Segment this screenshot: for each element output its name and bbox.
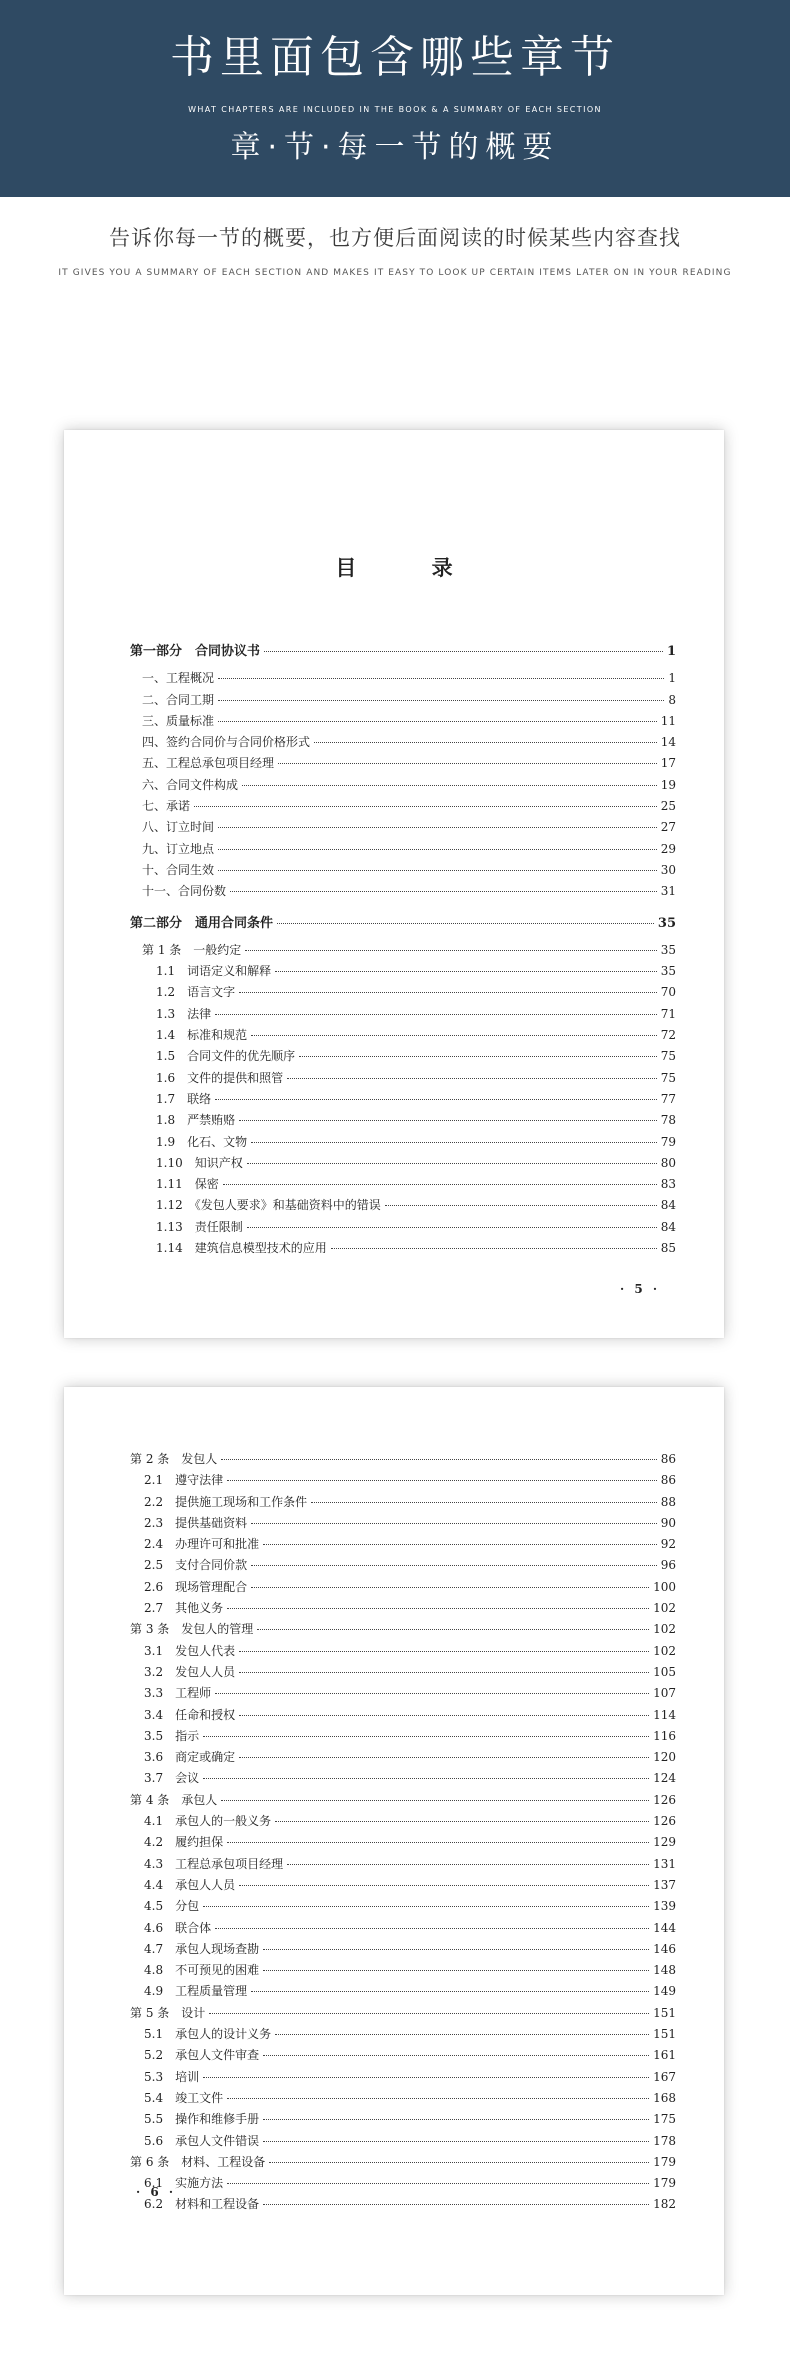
toc-row bbox=[130, 1195, 676, 1216]
dot-leader bbox=[277, 923, 654, 924]
toc-row bbox=[130, 1662, 676, 1683]
toc-page-number: 84 bbox=[660, 1198, 676, 1213]
toc-entry-title: 1.1 词语定义和解释 bbox=[156, 964, 272, 979]
toc-row bbox=[130, 1726, 676, 1747]
toc-row bbox=[130, 690, 676, 711]
toc-entry-title: 十、合同生效 bbox=[142, 862, 215, 877]
toc-row bbox=[130, 982, 676, 1003]
dot-leader bbox=[263, 1949, 649, 1950]
toc-row bbox=[130, 1875, 676, 1896]
dot-leader bbox=[251, 1587, 649, 1588]
toc-entry-title: 4.4 承包人人员 bbox=[144, 1877, 236, 1892]
toc-page-number: 137 bbox=[653, 1877, 676, 1892]
toc-page-number: 27 bbox=[660, 820, 676, 835]
toc-page-number: 86 bbox=[660, 1452, 676, 1466]
toc-entry-title: 1.7 联络 bbox=[156, 1091, 212, 1106]
dot-leader bbox=[311, 1502, 657, 1503]
toc-page-number: 102 bbox=[653, 1601, 676, 1616]
dot-leader bbox=[385, 1205, 657, 1206]
toc-page-number: 182 bbox=[653, 2197, 676, 2212]
dot-leader bbox=[221, 1800, 649, 1801]
toc-entry-title: 4.9 工程质量管理 bbox=[144, 1984, 248, 1999]
dot-leader bbox=[239, 1715, 649, 1716]
toc-entry-title: 第 1 条 一般约定 bbox=[142, 942, 242, 957]
toc-entry-title: 1.4 标准和规范 bbox=[156, 1028, 248, 1043]
toc-entry-title: 1.3 法律 bbox=[156, 1006, 212, 1021]
toc-page-number: 35 bbox=[657, 915, 676, 931]
toc-page-number: 161 bbox=[653, 2048, 676, 2063]
dot-leader bbox=[218, 827, 657, 828]
toc-entry-title: 2.2 提供施工现场和工作条件 bbox=[144, 1494, 308, 1509]
toc-page-number: 85 bbox=[660, 1241, 676, 1256]
toc-row bbox=[130, 1918, 676, 1939]
toc-page-number: 83 bbox=[660, 1177, 676, 1192]
toc-page-number: 179 bbox=[653, 2176, 676, 2191]
toc-page-number: 90 bbox=[660, 1515, 676, 1530]
toc-row bbox=[130, 961, 676, 982]
toc-entry-title: 六、合同文件构成 bbox=[142, 777, 239, 792]
toc-entry-title: 6.2 材料和工程设备 bbox=[144, 2197, 260, 2212]
dot-leader bbox=[239, 1672, 649, 1673]
toc-page-number: 126 bbox=[653, 1814, 676, 1829]
dot-leader bbox=[218, 700, 664, 701]
toc-entry-title: 1.13 责任限制 bbox=[156, 1219, 243, 1234]
toc-page-number: 75 bbox=[660, 1049, 676, 1064]
toc-row bbox=[130, 1768, 676, 1789]
toc-entry-title: 1.10 知识产权 bbox=[156, 1155, 243, 1170]
toc-row bbox=[130, 1174, 676, 1195]
dot-leader bbox=[239, 1651, 649, 1652]
dot-leader bbox=[218, 849, 657, 850]
toc-entry-title: 五、工程总承包项目经理 bbox=[142, 756, 275, 771]
dot-leader bbox=[215, 1099, 657, 1100]
dot-leader bbox=[245, 950, 656, 951]
toc-row bbox=[130, 1896, 676, 1917]
toc-row bbox=[130, 1981, 676, 2002]
toc-entry-title: 4.2 履约担保 bbox=[144, 1835, 224, 1850]
page-number: · 5 · bbox=[620, 1282, 661, 1296]
toc-page-number: 146 bbox=[653, 1941, 676, 1956]
toc-page-2 bbox=[64, 1387, 724, 2295]
toc-entry-title: 1.8 严禁贿赂 bbox=[156, 1113, 236, 1128]
toc-page-number: 35 bbox=[660, 964, 676, 979]
toc-row bbox=[130, 1939, 676, 1960]
toc-row bbox=[130, 796, 676, 817]
dot-leader bbox=[299, 1056, 657, 1057]
toc-entry-title: 4.1 承包人的一般义务 bbox=[144, 1814, 272, 1829]
toc-row bbox=[130, 1004, 676, 1025]
toc-row bbox=[130, 1025, 676, 1046]
toc-page-number: 11 bbox=[660, 713, 676, 728]
toc-entry-title: 1.2 语言文字 bbox=[156, 985, 236, 1000]
toc-row bbox=[130, 1492, 676, 1513]
toc-entry-title: 3.5 指示 bbox=[144, 1728, 200, 1743]
toc-page-number: 92 bbox=[660, 1537, 676, 1552]
toc-row bbox=[130, 1619, 676, 1640]
toc-page-number: 77 bbox=[660, 1091, 676, 1106]
toc-page-number: 17 bbox=[660, 756, 676, 771]
toc-entry-title: 4.6 联合体 bbox=[144, 1920, 212, 1935]
toc-page-number: 120 bbox=[653, 1750, 676, 1765]
toc-entry-title: 4.5 分包 bbox=[144, 1899, 200, 1914]
toc-page-number: 102 bbox=[653, 1643, 676, 1658]
toc-row bbox=[130, 1089, 676, 1110]
toc-page-number: 175 bbox=[653, 2112, 676, 2127]
dot-leader bbox=[203, 1778, 649, 1779]
dot-leader bbox=[215, 1693, 649, 1694]
dot-leader bbox=[227, 1480, 657, 1481]
toc-page-number: 179 bbox=[653, 2154, 676, 2169]
dot-leader bbox=[269, 2162, 649, 2163]
dot-leader bbox=[203, 2077, 649, 2078]
toc-row bbox=[130, 1132, 676, 1153]
dot-leader bbox=[275, 971, 657, 972]
toc-row bbox=[130, 1641, 676, 1662]
toc-page-number: 96 bbox=[660, 1558, 676, 1573]
toc-row bbox=[130, 1683, 676, 1704]
dot-leader bbox=[227, 2183, 649, 2184]
toc-row bbox=[130, 881, 676, 902]
toc-row bbox=[130, 817, 676, 838]
toc-entry-title: 1.14 建筑信息模型技术的应用 bbox=[156, 1241, 327, 1256]
toc-row bbox=[130, 2131, 676, 2152]
toc-page-number: 84 bbox=[660, 1219, 676, 1234]
toc-row bbox=[130, 2024, 676, 2045]
toc-entry-title: 七、承诺 bbox=[142, 799, 191, 814]
dot-leader bbox=[239, 992, 657, 993]
toc-row bbox=[130, 860, 676, 881]
toc-page-1 bbox=[64, 430, 724, 1338]
toc-page-number: 86 bbox=[660, 1473, 676, 1488]
toc-row bbox=[130, 1854, 676, 1875]
toc-entry-title: 3.4 任命和授权 bbox=[144, 1707, 236, 1722]
toc-page-number: 19 bbox=[660, 777, 676, 792]
toc-page-number: 72 bbox=[660, 1028, 676, 1043]
toc-page-number: 31 bbox=[660, 884, 676, 899]
toc-entry-title: 第 3 条 发包人的管理 bbox=[130, 1622, 254, 1637]
toc-row bbox=[130, 1747, 676, 1768]
toc-row bbox=[130, 1534, 676, 1555]
toc-entry-title: 2.3 提供基础资料 bbox=[144, 1515, 248, 1530]
dot-leader bbox=[331, 1248, 657, 1249]
toc-page-number: 1 bbox=[668, 671, 676, 686]
toc-row bbox=[130, 1513, 676, 1534]
toc-entry-title: 5.1 承包人的设计义务 bbox=[144, 2027, 272, 2042]
toc-entry-title: 5.5 操作和维修手册 bbox=[144, 2112, 260, 2127]
dot-leader bbox=[223, 1184, 657, 1185]
toc-row bbox=[130, 1153, 676, 1174]
toc-entry-title: 一、工程概况 bbox=[142, 671, 215, 686]
toc-entry-title: 第 6 条 材料、工程设备 bbox=[130, 2154, 266, 2169]
dot-leader bbox=[263, 1970, 649, 1971]
toc-entry-title: 5.3 培训 bbox=[144, 2069, 200, 2084]
banner-subtitle-en: WHAT CHAPTERS ARE INCLUDED IN THE BOOK & A SUMMARY OF EACH SECTION bbox=[188, 105, 602, 114]
dot-leader bbox=[251, 1991, 649, 1992]
dot-leader bbox=[251, 1523, 657, 1524]
dot-leader bbox=[218, 721, 657, 722]
dot-leader bbox=[209, 2013, 649, 2014]
dot-leader bbox=[203, 1906, 649, 1907]
toc-page-number: 35 bbox=[660, 942, 676, 957]
toc-entry-title: 2.1 遵守法律 bbox=[144, 1473, 224, 1488]
toc-entry-title: 6.1 实施方法 bbox=[144, 2176, 224, 2191]
toc-entry-title: 第二部分 通用合同条件 bbox=[130, 915, 274, 931]
dot-leader bbox=[251, 1035, 657, 1036]
banner-title: 书里面包含哪些章节 bbox=[170, 32, 620, 83]
toc-entry-title: 第 2 条 发包人 bbox=[130, 1452, 218, 1466]
dot-leader bbox=[227, 2098, 649, 2099]
dot-leader bbox=[263, 2055, 649, 2056]
toc-row bbox=[130, 1217, 676, 1238]
toc-row bbox=[130, 711, 676, 732]
toc-row bbox=[130, 2045, 676, 2066]
toc-entry-title: 1.12 《发包人要求》和基础资料中的错误 bbox=[156, 1198, 381, 1213]
toc-page-number: 14 bbox=[660, 735, 676, 750]
dot-leader bbox=[239, 1757, 649, 1758]
toc-page-number: 8 bbox=[668, 692, 676, 707]
page-number: · 6 · bbox=[136, 2185, 177, 2199]
toc-entry-title: 3.3 工程师 bbox=[144, 1686, 212, 1701]
toc-page-number: 124 bbox=[653, 1771, 676, 1786]
dot-leader bbox=[221, 1459, 656, 1460]
dot-leader bbox=[264, 651, 663, 652]
toc-row bbox=[130, 2088, 676, 2109]
toc-row bbox=[130, 1705, 676, 1726]
toc-entry-title: 2.7 其他义务 bbox=[144, 1601, 224, 1616]
dot-leader bbox=[251, 1142, 657, 1143]
toc-entry-title: 5.6 承包人文件错误 bbox=[144, 2133, 260, 2148]
toc-row bbox=[130, 1811, 676, 1832]
toc-page-number: 151 bbox=[653, 2005, 676, 2020]
toc-page-number: 29 bbox=[660, 841, 676, 856]
toc-entry-title: 4.8 不可预见的困难 bbox=[144, 1963, 260, 1978]
toc-entry-title: 九、订立地点 bbox=[142, 841, 215, 856]
toc-page-number: 75 bbox=[660, 1070, 676, 1085]
toc-page-number: 129 bbox=[653, 1835, 676, 1850]
toc-entry-title: 2.6 现场管理配合 bbox=[144, 1579, 248, 1594]
toc-row bbox=[130, 775, 676, 796]
toc-entry-title: 1.5 合同文件的优先顺序 bbox=[156, 1049, 296, 1064]
dot-leader bbox=[287, 1078, 657, 1079]
dot-leader bbox=[263, 2119, 649, 2120]
toc-page-number: 88 bbox=[660, 1494, 676, 1509]
toc-page-number: 80 bbox=[660, 1155, 676, 1170]
dot-leader bbox=[227, 1842, 649, 1843]
toc-part-row bbox=[130, 641, 676, 662]
dot-leader bbox=[218, 870, 657, 871]
toc-page-number: 78 bbox=[660, 1113, 676, 1128]
toc-row bbox=[130, 1046, 676, 1067]
toc-entry-title: 第 5 条 设计 bbox=[130, 2005, 206, 2020]
toc-row bbox=[130, 1555, 676, 1576]
toc-part-row bbox=[130, 913, 676, 934]
toc-entry-title: 十一、合同份数 bbox=[142, 884, 227, 899]
banner-subtitle: 章·节·每一节的概要 bbox=[230, 130, 560, 165]
toc-entry-title: 4.7 承包人现场查勘 bbox=[144, 1941, 260, 1956]
toc-row bbox=[130, 2194, 676, 2215]
dot-leader bbox=[257, 1629, 649, 1630]
toc-row bbox=[130, 1068, 676, 1089]
toc-row bbox=[130, 1960, 676, 1981]
toc-page-number: 131 bbox=[653, 1856, 676, 1871]
toc-entry-title: 第 4 条 承包人 bbox=[130, 1792, 218, 1807]
dot-leader bbox=[287, 1864, 649, 1865]
toc-page-number: 1 bbox=[666, 644, 676, 659]
toc-entry-title: 3.1 发包人代表 bbox=[144, 1643, 236, 1658]
toc-entry-title: 八、订立时间 bbox=[142, 820, 215, 835]
dot-leader bbox=[215, 1928, 649, 1929]
toc-entry-title: 1.11 保密 bbox=[156, 1177, 219, 1192]
toc-page-number: 30 bbox=[660, 862, 676, 877]
toc-page-number: 25 bbox=[660, 799, 676, 814]
dot-leader bbox=[194, 806, 657, 807]
toc-page-number: 107 bbox=[653, 1686, 676, 1701]
toc-entry-title: 3.6 商定或确定 bbox=[144, 1750, 236, 1765]
dot-leader bbox=[215, 1014, 657, 1015]
intro-text: 告诉你每一节的概要，也方便后面阅读的时候某些内容查找 bbox=[109, 226, 681, 250]
toc-row bbox=[130, 1577, 676, 1598]
toc-page-number: 139 bbox=[653, 1899, 676, 1914]
dot-leader bbox=[230, 891, 657, 892]
toc-entry-title: 2.5 支付合同价款 bbox=[144, 1558, 248, 1573]
toc-page-number: 151 bbox=[653, 2027, 676, 2042]
toc-row bbox=[130, 2067, 676, 2088]
toc-page-number: 71 bbox=[660, 1006, 676, 1021]
dot-leader bbox=[218, 678, 664, 679]
toc-page-number: 167 bbox=[653, 2069, 676, 2084]
toc-entry-title: 二、合同工期 bbox=[142, 692, 215, 707]
dot-leader bbox=[239, 1885, 649, 1886]
toc-page-number: 70 bbox=[660, 985, 676, 1000]
header-banner bbox=[0, 0, 790, 197]
dot-leader bbox=[263, 1544, 657, 1545]
toc-row bbox=[130, 1110, 676, 1131]
dot-leader bbox=[275, 2034, 649, 2035]
dot-leader bbox=[227, 1608, 649, 1609]
toc-entry-title: 2.4 办理许可和批准 bbox=[144, 1537, 260, 1552]
toc-row bbox=[130, 1449, 676, 1470]
dot-leader bbox=[247, 1163, 657, 1164]
toc-page-number: 149 bbox=[653, 1984, 676, 1999]
dot-leader bbox=[239, 1120, 657, 1121]
toc-page-number: 79 bbox=[660, 1134, 676, 1149]
toc-page-number: 168 bbox=[653, 2090, 676, 2105]
toc-page-number: 105 bbox=[653, 1664, 676, 1679]
toc-page-number: 100 bbox=[653, 1579, 676, 1594]
toc-row bbox=[130, 1832, 676, 1853]
toc-page-number: 178 bbox=[653, 2133, 676, 2148]
dot-leader bbox=[203, 1736, 649, 1737]
toc-row bbox=[130, 1470, 676, 1491]
toc-row bbox=[130, 668, 676, 689]
toc-row bbox=[130, 940, 676, 961]
toc-page-number: 102 bbox=[653, 1622, 676, 1637]
toc-row bbox=[130, 1598, 676, 1619]
toc-row bbox=[130, 753, 676, 774]
toc-page-number: 144 bbox=[653, 1920, 676, 1935]
toc-entry-title: 1.6 文件的提供和照管 bbox=[156, 1070, 284, 1085]
toc-row bbox=[130, 732, 676, 753]
toc-page-number: 114 bbox=[653, 1707, 676, 1722]
toc-page-number: 126 bbox=[653, 1792, 676, 1807]
toc-row bbox=[130, 1238, 676, 1259]
dot-leader bbox=[278, 763, 657, 764]
toc-entry-title: 4.3 工程总承包项目经理 bbox=[144, 1856, 284, 1871]
toc-row bbox=[130, 839, 676, 860]
toc-entry-title: 3.2 发包人人员 bbox=[144, 1664, 236, 1679]
toc-page-number: 116 bbox=[653, 1728, 676, 1743]
dot-leader bbox=[263, 2204, 649, 2205]
toc-entry-title: 5.2 承包人文件审查 bbox=[144, 2048, 260, 2063]
toc-entry-title: 第一部分 合同协议书 bbox=[130, 644, 261, 659]
toc-entry-title: 5.4 竣工文件 bbox=[144, 2090, 224, 2105]
dot-leader bbox=[314, 742, 657, 743]
toc-entry-title: 1.9 化石、文物 bbox=[156, 1134, 248, 1149]
dot-leader bbox=[242, 785, 657, 786]
toc-entry-title: 3.7 会议 bbox=[144, 1771, 200, 1786]
toc-entry-title: 四、签约合同价与合同价格形式 bbox=[142, 735, 311, 750]
toc-row bbox=[130, 1790, 676, 1811]
toc-row bbox=[130, 2152, 676, 2173]
toc-list bbox=[130, 641, 676, 1259]
toc-entry-title: 三、质量标准 bbox=[142, 713, 215, 728]
toc-list bbox=[130, 1449, 676, 2216]
dot-leader bbox=[251, 1565, 657, 1566]
toc-page-number: 148 bbox=[653, 1963, 676, 1978]
toc-row bbox=[130, 2109, 676, 2130]
dot-leader bbox=[275, 1821, 649, 1822]
toc-row bbox=[130, 2173, 676, 2194]
toc-title: 目 录 bbox=[335, 555, 487, 580]
dot-leader bbox=[263, 2141, 649, 2142]
toc-row bbox=[130, 2003, 676, 2024]
intro-text-en: IT GIVES YOU A SUMMARY OF EACH SECTION AND MAKES IT EASY TO LOOK UP CERTAIN ITEMS LATER ON IN YOUR READING bbox=[58, 268, 732, 278]
dot-leader bbox=[247, 1227, 657, 1228]
